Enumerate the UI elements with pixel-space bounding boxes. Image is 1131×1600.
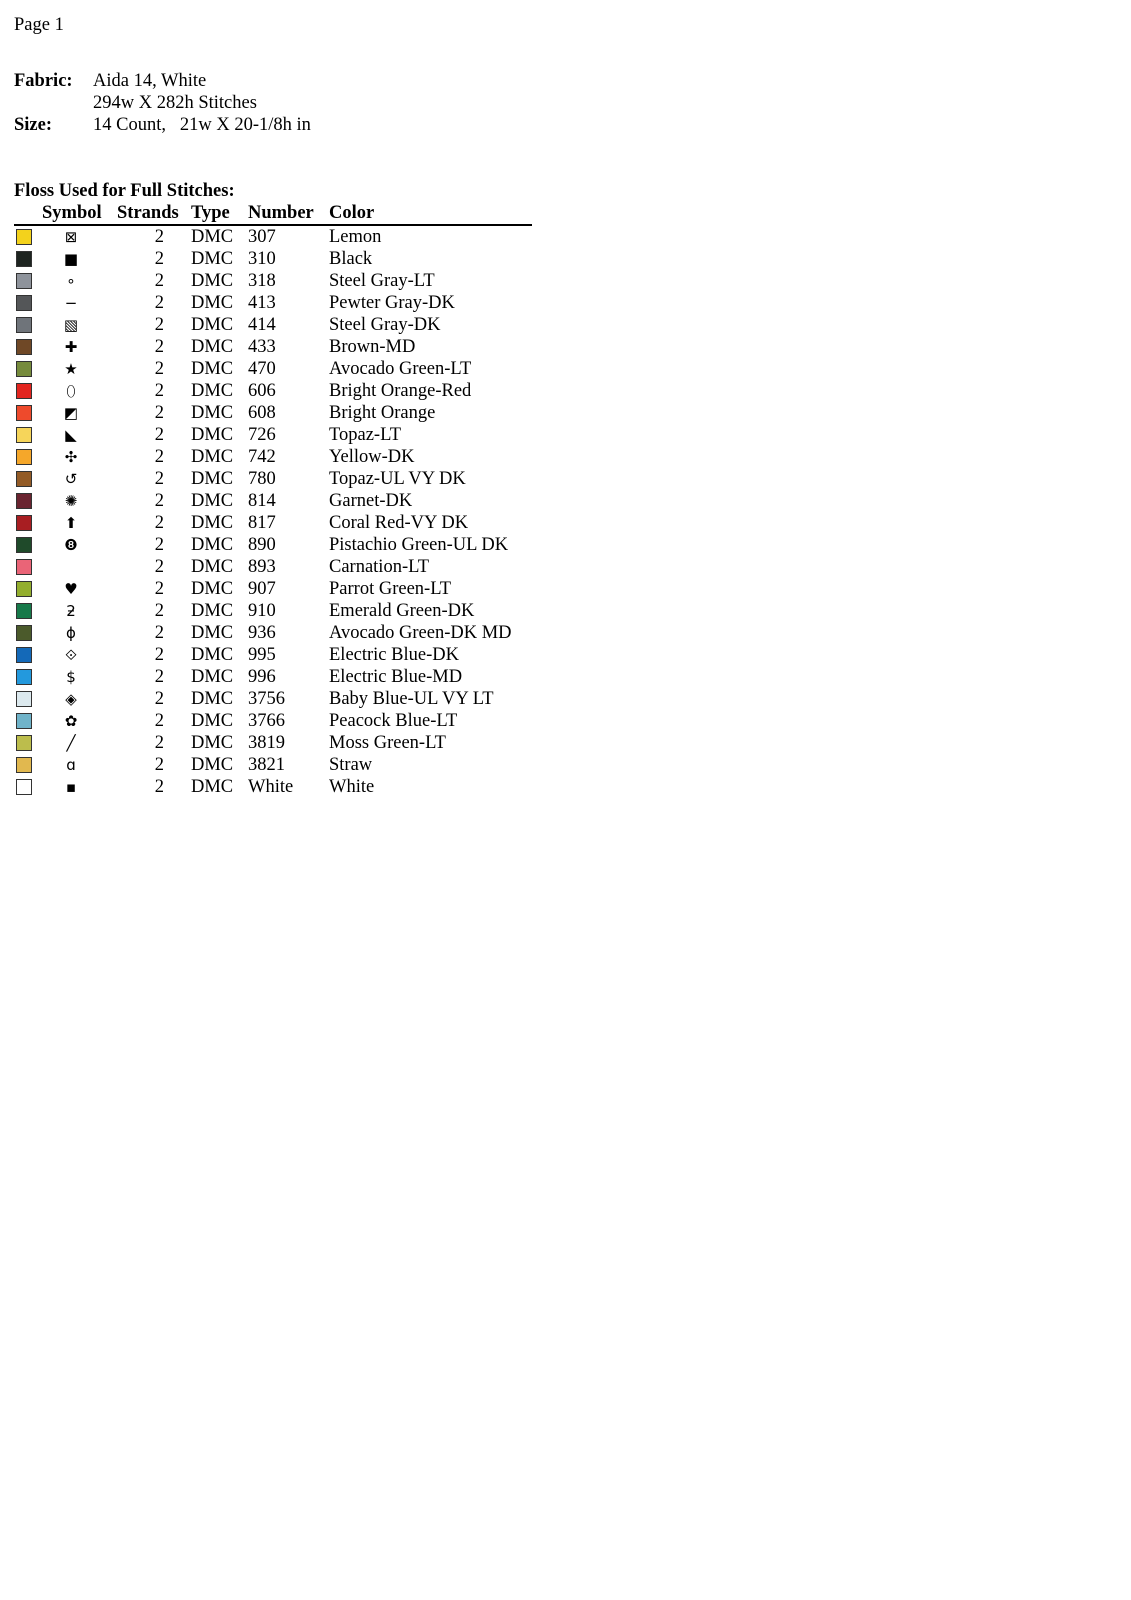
number-cell: 310	[248, 249, 276, 269]
strands-cell: 2	[154, 579, 164, 599]
strands-cell: 2	[154, 733, 164, 753]
needle-icon: ◣	[65, 426, 77, 444]
color-swatch	[16, 603, 32, 619]
table-row	[14, 556, 532, 578]
color-name-cell: Bright Orange-Red	[329, 381, 472, 401]
table-row	[14, 622, 532, 644]
color-name-cell: Bright Orange	[329, 403, 436, 423]
type-cell: DMC	[191, 513, 234, 533]
number-cell: 742	[248, 447, 276, 467]
table-row	[14, 336, 532, 358]
alpha-icon: ɑ	[66, 756, 76, 774]
table-row	[14, 754, 532, 776]
heart-icon: ♥	[64, 580, 78, 598]
size-label: Size:	[14, 115, 53, 135]
number-cell: 907	[248, 579, 276, 599]
fabric-value: Aida 14, White	[93, 71, 207, 91]
color-swatch	[16, 559, 32, 575]
type-cell: DMC	[191, 733, 234, 753]
number-cell: 890	[248, 535, 276, 555]
type-cell: DMC	[191, 381, 234, 401]
type-cell: DMC	[191, 227, 234, 247]
strands-cell: 2	[154, 359, 164, 379]
color-swatch	[16, 493, 32, 509]
color-swatch	[16, 251, 32, 267]
type-cell: DMC	[191, 645, 234, 665]
strands-cell: 2	[154, 381, 164, 401]
type-cell: DMC	[191, 755, 234, 775]
strands-cell: 2	[154, 271, 164, 291]
floss-table-body	[14, 226, 532, 798]
diamond-dot-icon: ◈	[65, 690, 77, 708]
color-name-cell: Topaz-LT	[329, 425, 401, 445]
color-swatch	[16, 405, 32, 421]
color-swatch	[16, 537, 32, 553]
number-cell: 3766	[248, 711, 285, 731]
strands-cell: 2	[154, 535, 164, 555]
table-row	[14, 226, 532, 248]
strands-cell: 2	[154, 293, 164, 313]
color-name-cell: Brown-MD	[329, 337, 416, 357]
table-row	[14, 490, 532, 512]
type-cell: DMC	[191, 447, 234, 467]
table-row	[14, 314, 532, 336]
strands-cell: 2	[154, 447, 164, 467]
table-row	[14, 248, 532, 270]
number-cell: 318	[248, 271, 276, 291]
strands-cell: 2	[154, 337, 164, 357]
type-cell: DMC	[191, 711, 234, 731]
type-cell: DMC	[191, 689, 234, 709]
number-cell: 996	[248, 667, 276, 687]
color-name-cell: Steel Gray-LT	[329, 271, 435, 291]
color-name-cell: White	[329, 777, 375, 797]
number-cell: 606	[248, 381, 276, 401]
small-circle-icon: ∘	[66, 272, 76, 290]
color-name-cell: Carnation-LT	[329, 557, 430, 577]
number-cell: 726	[248, 425, 276, 445]
type-cell: DMC	[191, 557, 234, 577]
color-name-cell: Lemon	[329, 227, 382, 247]
number-cell: 413	[248, 293, 276, 313]
slash-icon: ╱	[66, 734, 76, 752]
header-number: Number	[248, 203, 314, 223]
color-name-cell: Pewter Gray-DK	[329, 293, 455, 313]
number-cell: 995	[248, 645, 276, 665]
number-cell: 814	[248, 491, 276, 511]
four-circle-cross-icon: ✣	[64, 448, 78, 466]
type-cell: DMC	[191, 315, 234, 335]
number-cell: 470	[248, 359, 276, 379]
color-swatch	[16, 383, 32, 399]
star-icon: ★	[64, 360, 78, 378]
strands-cell: 2	[154, 667, 164, 687]
color-swatch	[16, 515, 32, 531]
table-row	[14, 468, 532, 490]
strands-cell: 2	[154, 601, 164, 621]
strands-cell: 2	[154, 403, 164, 423]
color-swatch	[16, 735, 32, 751]
table-row	[14, 512, 532, 534]
color-name-cell: Avocado Green-DK MD	[329, 623, 512, 643]
color-swatch	[16, 581, 32, 597]
strands-cell: 2	[154, 491, 164, 511]
type-cell: DMC	[191, 491, 234, 511]
strands-cell: 2	[154, 689, 164, 709]
number-cell: 608	[248, 403, 276, 423]
color-name-cell: Electric Blue-DK	[329, 645, 459, 665]
color-swatch	[16, 647, 32, 663]
filled-square-icon: ■	[63, 250, 79, 268]
color-swatch	[16, 625, 32, 641]
color-name-cell: Coral Red-VY DK	[329, 513, 469, 533]
heavy-cross-icon: ✚	[64, 338, 78, 356]
number-cell: 936	[248, 623, 276, 643]
table-row	[14, 380, 532, 402]
type-cell: DMC	[191, 667, 234, 687]
slanted-oval-icon: ⬯	[66, 382, 76, 400]
color-swatch	[16, 471, 32, 487]
color-name-cell: Pistachio Green-UL DK	[329, 535, 509, 555]
color-swatch	[16, 713, 32, 729]
half-filled-square-icon: ◩	[63, 404, 79, 422]
color-name-cell: Baby Blue-UL VY LT	[329, 689, 494, 709]
table-row	[14, 688, 532, 710]
strands-cell: 2	[154, 227, 164, 247]
color-swatch	[16, 449, 32, 465]
table-row	[14, 534, 532, 556]
strands-cell: 2	[154, 249, 164, 269]
number-cell: 893	[248, 557, 276, 577]
number-cell: 780	[248, 469, 276, 489]
floss-title: Floss Used for Full Stitches:	[14, 181, 235, 201]
color-name-cell: Yellow-DK	[329, 447, 415, 467]
number-cell: 307	[248, 227, 276, 247]
color-swatch	[16, 229, 32, 245]
number-cell: 817	[248, 513, 276, 533]
color-name-cell: Straw	[329, 755, 373, 775]
type-cell: DMC	[191, 601, 234, 621]
table-row	[14, 424, 532, 446]
up-arrow-icon: ⬆	[64, 514, 78, 532]
table-row	[14, 710, 532, 732]
type-cell: DMC	[191, 425, 234, 445]
dotted-square-icon: ⊠	[64, 228, 78, 246]
color-swatch	[16, 757, 32, 773]
script-two-icon: ƻ	[66, 602, 76, 620]
header-strands: Strands	[117, 203, 179, 223]
flower-icon: ✿	[64, 712, 78, 730]
number-cell: 433	[248, 337, 276, 357]
strands-cell: 2	[154, 711, 164, 731]
strands-cell: 2	[154, 645, 164, 665]
type-cell: DMC	[191, 337, 234, 357]
table-row	[14, 446, 532, 468]
header-color: Color	[329, 203, 375, 223]
color-name-cell: Peacock Blue-LT	[329, 711, 458, 731]
color-name-cell: Garnet-DK	[329, 491, 413, 511]
hook-arrow-icon: ↺	[64, 470, 78, 488]
table-row	[14, 776, 532, 798]
strands-cell: 2	[154, 469, 164, 489]
fabric-label: Fabric:	[14, 71, 73, 91]
color-swatch	[16, 339, 32, 355]
strands-cell: 2	[154, 425, 164, 445]
header-type: Type	[191, 203, 230, 223]
color-swatch	[16, 691, 32, 707]
color-name-cell: Black	[329, 249, 373, 269]
table-row	[14, 666, 532, 688]
type-cell: DMC	[191, 271, 234, 291]
number-cell: 414	[248, 315, 276, 335]
type-cell: DMC	[191, 579, 234, 599]
color-swatch	[16, 317, 32, 333]
table-row	[14, 270, 532, 292]
number-cell: 3756	[248, 689, 285, 709]
color-name-cell: Electric Blue-MD	[329, 667, 463, 687]
table-row	[14, 358, 532, 380]
color-swatch	[16, 295, 32, 311]
hatched-square-icon: ▧	[63, 316, 79, 334]
strands-cell: 2	[154, 777, 164, 797]
table-row	[14, 644, 532, 666]
color-name-cell: Steel Gray-DK	[329, 315, 441, 335]
type-cell: DMC	[191, 777, 234, 797]
type-cell: DMC	[191, 293, 234, 313]
floss-table	[14, 202, 532, 798]
table-row	[14, 292, 532, 314]
type-cell: DMC	[191, 359, 234, 379]
table-row	[14, 578, 532, 600]
color-name-cell: Moss Green-LT	[329, 733, 446, 753]
size-value: 14 Count, 21w X 20-1/8h in	[93, 115, 311, 135]
sun-icon: ✺	[64, 492, 78, 510]
type-cell: DMC	[191, 249, 234, 269]
number-cell: White	[248, 777, 294, 797]
color-swatch	[16, 427, 32, 443]
number-cell: 3819	[248, 733, 285, 753]
type-cell: DMC	[191, 623, 234, 643]
color-swatch	[16, 273, 32, 289]
color-swatch	[16, 361, 32, 377]
color-name-cell: Topaz-UL VY DK	[329, 469, 466, 489]
table-row	[14, 732, 532, 754]
header-symbol: Symbol	[42, 203, 102, 223]
color-name-cell: Avocado Green-LT	[329, 359, 472, 379]
table-row	[14, 600, 532, 622]
strands-cell: 2	[154, 557, 164, 577]
color-swatch	[16, 669, 32, 685]
stitches-value: 294w X 282h Stitches	[93, 93, 257, 113]
type-cell: DMC	[191, 403, 234, 423]
color-name-cell: Parrot Green-LT	[329, 579, 452, 599]
strands-cell: 2	[154, 513, 164, 533]
table-row	[14, 402, 532, 424]
small-square-icon: ▪	[65, 778, 77, 796]
type-cell: DMC	[191, 535, 234, 555]
page-label: Page 1	[14, 15, 64, 35]
floss-table-header	[14, 202, 532, 226]
strands-cell: 2	[154, 755, 164, 775]
diamond-cross-icon: ⟐	[65, 646, 77, 664]
color-swatch	[16, 779, 32, 795]
phi-icon: ɸ	[66, 624, 76, 642]
strands-cell: 2	[154, 623, 164, 643]
dash-icon: −	[64, 294, 78, 312]
number-cell: 910	[248, 601, 276, 621]
strands-cell: 2	[154, 315, 164, 335]
type-cell: DMC	[191, 469, 234, 489]
color-name-cell: Emerald Green-DK	[329, 601, 475, 621]
number-cell: 3821	[248, 755, 285, 775]
dollar-icon: $	[66, 668, 76, 686]
circled-eight-icon: ❽	[64, 536, 78, 554]
